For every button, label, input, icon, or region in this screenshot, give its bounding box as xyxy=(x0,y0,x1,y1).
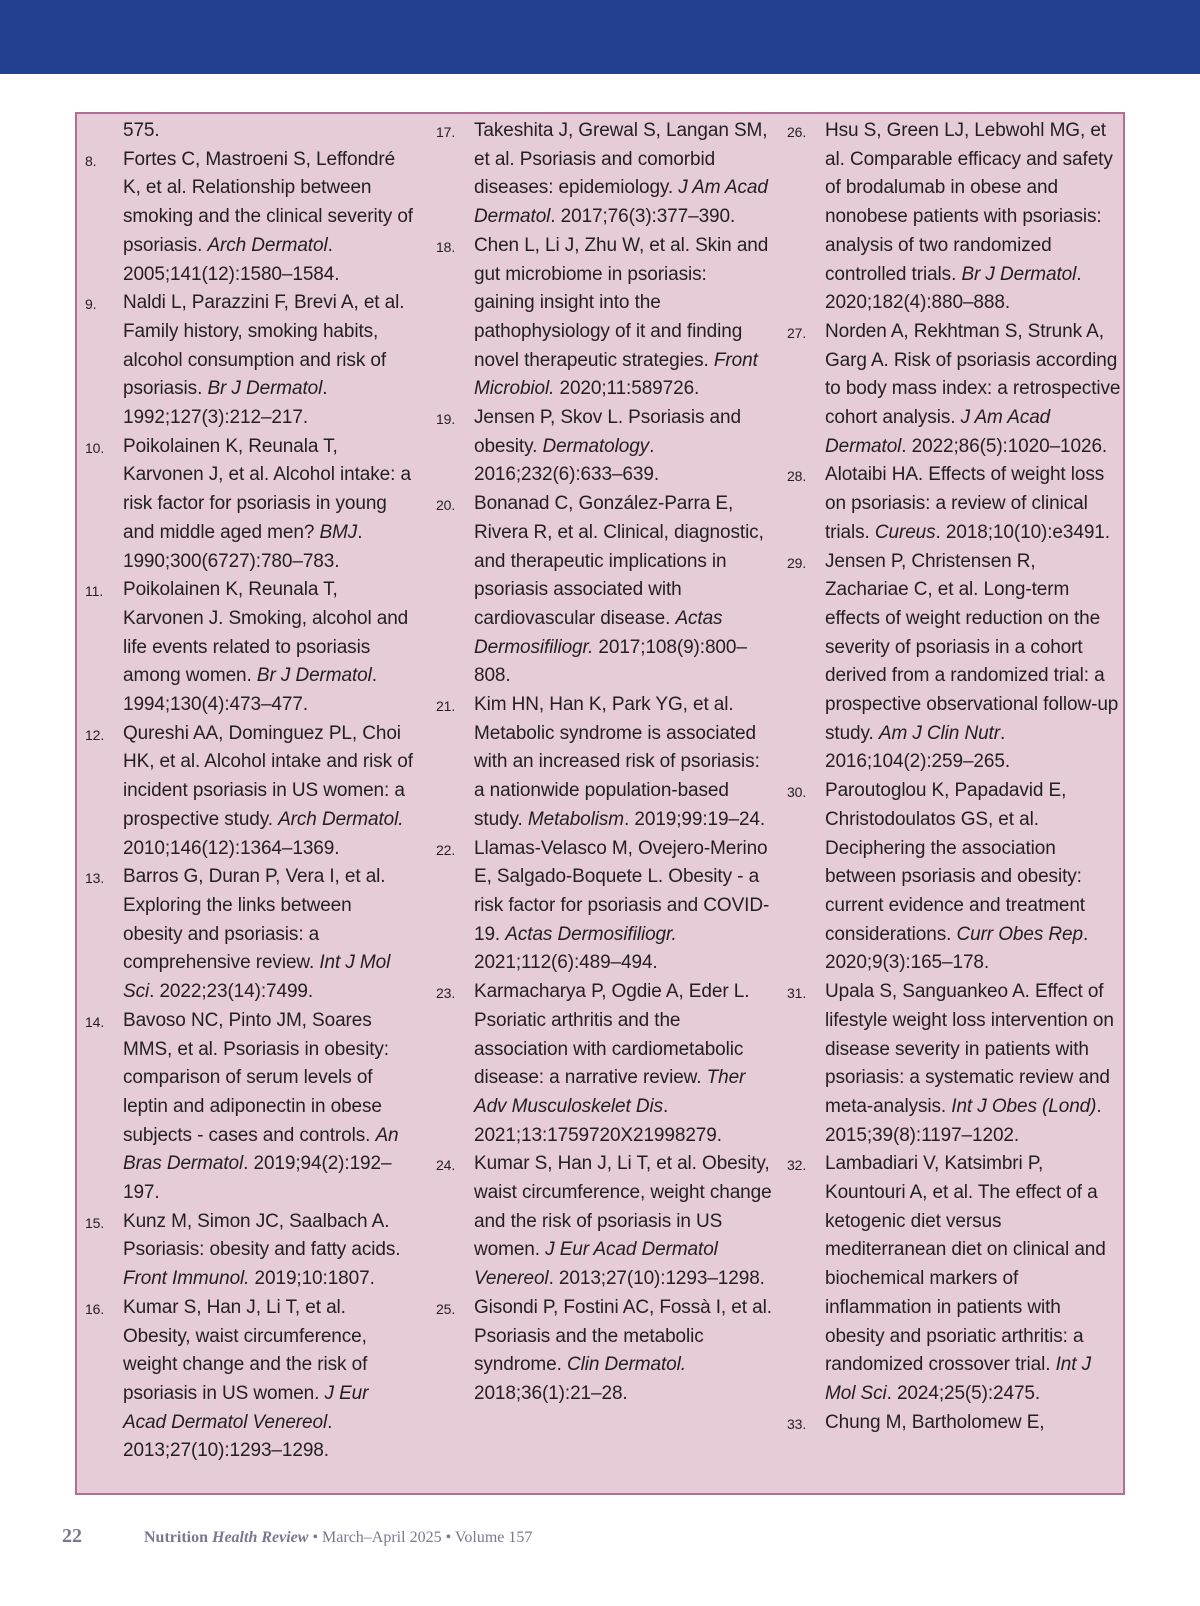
reference-text xyxy=(825,461,1122,547)
reference-citation: Barros G, Duran P, Vera I, et al. Exploring the links between obesity and psoriasis: a comprehensive review. xyxy=(123,866,386,974)
reference-details: 2010;146(12):1364–1369. xyxy=(123,837,340,859)
reference-citation: Poikolainen K, Reunala T, Karvonen J, et al. Alcohol intake: a risk factor for psoriasis in young and middle aged men? xyxy=(123,435,411,543)
reference-citation: Kumar S, Han J, Li T, et al. Obesity, waist circumference, weight change and the risk of psoriasis in US women. xyxy=(474,1153,772,1261)
reference-item xyxy=(85,863,415,1007)
reference-text xyxy=(825,117,1122,318)
reference-item xyxy=(787,1409,1122,1439)
reference-citation: Bavoso NC, Pinto JM, Soares MMS, et al. Psoriasis in obesity: comparison of serum levels of leptin and adiponectin in obese subjects - cases and controls. xyxy=(123,1009,389,1146)
reference-item xyxy=(436,691,772,835)
reference-number: 16. xyxy=(85,1300,105,1317)
reference-text xyxy=(123,117,415,146)
reference-item xyxy=(787,548,1122,778)
reference-journal: J Am Acad Dermatol xyxy=(825,407,1051,457)
publication-info xyxy=(144,1529,532,1547)
references-column-1 xyxy=(85,117,415,1466)
references-column-3 xyxy=(787,117,1122,1438)
reference-item xyxy=(85,1294,415,1466)
reference-number: 28. xyxy=(787,468,807,485)
reference-details: 2018;36(1):21–28. xyxy=(474,1382,628,1404)
reference-citation: Upala S, Sanguankeo A. Effect of lifestyle weight loss intervention on disease severity in patients with psoriasis: a systematic review and meta-analysis. xyxy=(825,981,1114,1117)
reference-citation: Chen L, Li J, Zhu W, et al. Skin and gut microbiome in psoriasis: gaining insight into the pathophysiology of it and finding novel therapeutic strategies. xyxy=(474,234,769,371)
reference-journal: J Eur Acad Dermatol Venereol xyxy=(123,1382,369,1433)
reference-journal: Ther Adv Musculoskelet Dis xyxy=(474,1067,746,1117)
reference-citation: Naldi L, Parazzini F, Brevi A, et al. Family history, smoking habits, alcohol consumption and risk of psoriasis. xyxy=(123,292,405,400)
reference-item xyxy=(85,720,415,864)
reference-item xyxy=(436,1294,772,1409)
reference-citation: Kumar S, Han J, Li T, et al. Obesity, waist circumference, weight change and the risk of psoriasis in US women. xyxy=(123,1296,368,1404)
reference-journal: Arch Dermatol xyxy=(207,234,328,256)
page-footer xyxy=(62,1525,532,1555)
reference-item xyxy=(85,146,415,290)
reference-number: 32. xyxy=(787,1157,807,1174)
reference-text xyxy=(123,1294,415,1466)
reference-details: . 1990;300(6727):780–783. xyxy=(123,521,363,572)
reference-citation: Hsu S, Green LJ, Lebwohl MG, et al. Comparable efficacy and safety of brodalumab in obese and nonobese patients with psoriasis: analysis of two randomized controlled trials. xyxy=(825,120,1113,285)
reference-text xyxy=(825,318,1122,462)
reference-number: 14. xyxy=(85,1013,105,1030)
reference-number: 24. xyxy=(436,1157,456,1174)
reference-text xyxy=(825,777,1122,978)
reference-number: 15. xyxy=(85,1214,105,1231)
reference-text xyxy=(474,691,772,835)
reference-item xyxy=(787,461,1122,547)
reference-number: 17. xyxy=(436,124,456,140)
reference-citation: Qureshi AA, Dominguez PL, Choi HK, et al. Alcohol intake and risk of incident psoriasis in US women: a prospective study. xyxy=(123,722,413,830)
reference-text xyxy=(474,404,772,490)
reference-citation: Llamas-Velasco M, Ovejero-Merino E, Salgado-Boquete L. Obesity - a risk factor for psoriasis and COVID-19. xyxy=(474,837,770,945)
reference-journal: Curr Obes Rep xyxy=(956,923,1083,945)
reference-text xyxy=(123,1007,415,1208)
reference-journal: J Eur Acad Dermatol Venereol xyxy=(474,1239,718,1290)
reference-details: . 2016;232(6):633–639. xyxy=(474,435,659,486)
reference-number: 19. xyxy=(436,411,456,428)
reference-text xyxy=(474,232,772,404)
reference-number: 18. xyxy=(436,238,456,255)
reference-text xyxy=(474,490,772,691)
reference-journal: Int J Mol Sci xyxy=(825,1354,1091,1404)
reference-item xyxy=(787,777,1122,978)
reference-number: 10. xyxy=(85,439,105,456)
reference-number: 29. xyxy=(787,554,807,571)
reference-details: . 2005;141(12):1580–1584. xyxy=(123,234,340,285)
reference-details: . 1994;130(4):473–477. xyxy=(123,665,377,716)
reference-text xyxy=(474,117,772,232)
reference-journal: Clin Dermatol. xyxy=(566,1354,686,1376)
reference-journal: Br J Dermatol xyxy=(961,263,1077,285)
reference-item xyxy=(787,117,1122,318)
reference-text xyxy=(474,978,772,1150)
reference-citation: Poikolainen K, Reunala T, Karvonen J. Smoking, alcohol and life events related to psoriasis among women. xyxy=(123,579,409,687)
reference-item xyxy=(787,978,1122,1150)
reference-citation: 575. xyxy=(123,120,160,141)
reference-item xyxy=(436,978,772,1150)
reference-text xyxy=(123,720,415,864)
reference-text xyxy=(474,1150,772,1294)
reference-details: . 2022;86(5):1020–1026. xyxy=(901,435,1108,457)
reference-text xyxy=(123,576,415,720)
reference-item xyxy=(85,576,415,720)
reference-citation: Fortes C, Mastroeni S, Leffondré K, et al. Relationship between smoking and the clinical severity of psoriasis. xyxy=(123,148,413,256)
reference-journal: Front Immunol. xyxy=(123,1268,250,1290)
reference-item xyxy=(85,289,415,433)
brand-name-italic: Health Review xyxy=(212,1529,309,1546)
reference-number: 31. xyxy=(787,985,807,1002)
reference-item xyxy=(85,117,415,146)
reference-details: 2017;108(9):800–808. xyxy=(474,636,747,687)
reference-citation: Kunz M, Simon JC, Saalbach A. Psoriasis: obesity and fatty acids. xyxy=(123,1210,401,1261)
reference-item xyxy=(787,318,1122,462)
reference-item xyxy=(436,1150,772,1294)
reference-citation: Chung M, Bartholomew E, xyxy=(825,1411,1045,1433)
reference-journal: Am J Clin Nutr xyxy=(878,722,1000,744)
reference-journal: Cureus xyxy=(874,521,936,543)
reference-journal: An Bras Dermatol xyxy=(123,1124,399,1175)
reference-item xyxy=(436,117,772,232)
reference-journal: Front Microbiol. xyxy=(474,349,758,400)
reference-journal: Br J Dermatol xyxy=(207,378,323,400)
reference-text xyxy=(123,1208,415,1294)
reference-citation: Takeshita J, Grewal S, Langan SM, et al. Psoriasis and comorbid diseases: epidemiology. xyxy=(474,120,768,199)
reference-details: 2020;11:589726. xyxy=(554,378,700,400)
reference-item xyxy=(85,1007,415,1208)
reference-item xyxy=(436,835,772,979)
reference-citation: Jensen P, Skov L. Psoriasis and obesity. xyxy=(474,407,741,457)
reference-citation: Lambadiari V, Katsimbri P, Kountouri A, et al. The effect of a ketogenic diet versus mediterranean diet on clinical and biochemical markers of inflammation in patients with obesity and psoriatic arthritis: a randomized crossover trial. xyxy=(825,1153,1106,1376)
reference-text xyxy=(825,1150,1122,1408)
reference-details: . 2017;76(3):377–390. xyxy=(550,206,736,228)
reference-text xyxy=(123,433,415,577)
reference-text xyxy=(474,835,772,979)
reference-details: . 2016;104(2):259–265. xyxy=(825,722,1010,773)
reference-details: 2019;10:1807. xyxy=(249,1268,375,1290)
reference-number: 33. xyxy=(787,1415,807,1432)
reference-number: 9. xyxy=(85,296,97,313)
reference-journal: Metabolism xyxy=(527,808,625,830)
reference-journal: Int J Obes (Lond) xyxy=(951,1095,1097,1117)
issue-info: • March–April 2025 • Volume 157 xyxy=(308,1529,533,1546)
page-number: 22 xyxy=(62,1525,82,1547)
reference-citation: Bonanad C, González-Parra E, Rivera R, et al. Clinical, diagnostic, and therapeutic implications in psoriasis associated with cardiovascular disease. xyxy=(474,493,764,629)
reference-citation: Jensen P, Christensen R, Zachariae C, et al. Long-term effects of weight reduction on the severity of psoriasis in a cohort derived from a randomized trial: a prospective observational follow-up study. xyxy=(825,550,1119,744)
reference-citation: Paroutoglou K, Papadavid E, Christodoulatos GS, et al. Deciphering the association between psoriasis and obesity: current evidence and treatment considerations. xyxy=(825,780,1085,945)
reference-journal: Actas Dermosifiliogr. xyxy=(474,607,723,658)
header-bar xyxy=(0,0,1200,74)
reference-journal: BMJ xyxy=(319,521,358,543)
reference-number: 13. xyxy=(85,870,105,887)
reference-details: . 2019;94(2):192–197. xyxy=(123,1153,392,1204)
reference-item xyxy=(787,1150,1122,1408)
reference-number: 26. xyxy=(787,124,807,140)
reference-details: . 2024;25(5):2475. xyxy=(886,1382,1041,1404)
reference-details: 2021;112(6):489–494. xyxy=(474,952,658,974)
reference-text xyxy=(123,289,415,433)
reference-details: . 2013;27(10):1293–1298. xyxy=(548,1268,765,1290)
reference-citation: Karmacharya P, Ogdie A, Eder L. Psoriatic arthritis and the association with cardiometabolic disease: a narrative review. xyxy=(474,981,750,1089)
brand-name: Nutrition xyxy=(144,1529,208,1546)
reference-journal: Dermatology xyxy=(542,435,650,457)
reference-details: . 2022;23(14):7499. xyxy=(149,981,314,1003)
reference-number: 25. xyxy=(436,1300,456,1317)
reference-journal: Br J Dermatol xyxy=(256,665,372,687)
reference-item xyxy=(85,1208,415,1294)
reference-number: 12. xyxy=(85,726,105,743)
reference-text xyxy=(123,146,415,290)
reference-citation: Norden A, Rekhtman S, Strunk A, Garg A. Risk of psoriasis according to body mass index: a retrospective cohort analysis. xyxy=(825,320,1121,429)
reference-journal: Arch Dermatol. xyxy=(278,808,404,830)
reference-citation: Gisondi P, Fostini AC, Fossà I, et al. Psoriasis and the metabolic syndrome. xyxy=(474,1296,772,1376)
reference-number: 30. xyxy=(787,784,807,801)
reference-citation: Kim HN, Han K, Park YG, et al. Metabolic syndrome is associated with an increased risk of psoriasis: a nationwide population-based study. xyxy=(474,694,760,830)
reference-item xyxy=(436,232,772,404)
reference-number xyxy=(85,117,123,118)
reference-number: 27. xyxy=(787,324,807,341)
reference-item xyxy=(436,490,772,691)
reference-text xyxy=(825,548,1122,778)
reference-journal: Actas Dermosifiliogr. xyxy=(505,923,677,945)
reference-text xyxy=(123,863,415,1007)
reference-details: . 2018;10(10):e3491. xyxy=(935,521,1110,543)
reference-details: . 2019;99:19–24. xyxy=(624,808,766,830)
reference-number: 22. xyxy=(436,841,456,858)
reference-text xyxy=(825,1409,1122,1438)
reference-details: . 2021;13:1759720X21998279. xyxy=(474,1095,722,1146)
reference-text xyxy=(474,1294,772,1409)
reference-number: 21. xyxy=(436,698,456,715)
reference-number: 20. xyxy=(436,497,456,514)
reference-details: . 2020;9(3):165–178. xyxy=(825,923,1089,974)
reference-journal: J Am Acad Dermatol xyxy=(474,177,768,228)
reference-item xyxy=(85,433,415,577)
reference-number: 11. xyxy=(85,583,104,600)
reference-details: . 2013;27(10):1293–1298. xyxy=(123,1411,333,1462)
reference-text xyxy=(825,978,1122,1150)
reference-details: . 1992;127(3):212–217. xyxy=(123,378,328,429)
reference-details: . 2020;182(4):880–888. xyxy=(825,263,1082,314)
reference-number: 23. xyxy=(436,985,456,1002)
references-column-2 xyxy=(436,117,772,1409)
reference-citation: Alotaibi HA. Effects of weight loss on psoriasis: a review of clinical trials. xyxy=(825,464,1105,543)
reference-journal: Int J Mol Sci xyxy=(123,952,391,1003)
reference-item xyxy=(436,404,772,490)
reference-details: . 2015;39(8):1197–1202. xyxy=(825,1095,1102,1146)
reference-number: 8. xyxy=(85,152,97,169)
